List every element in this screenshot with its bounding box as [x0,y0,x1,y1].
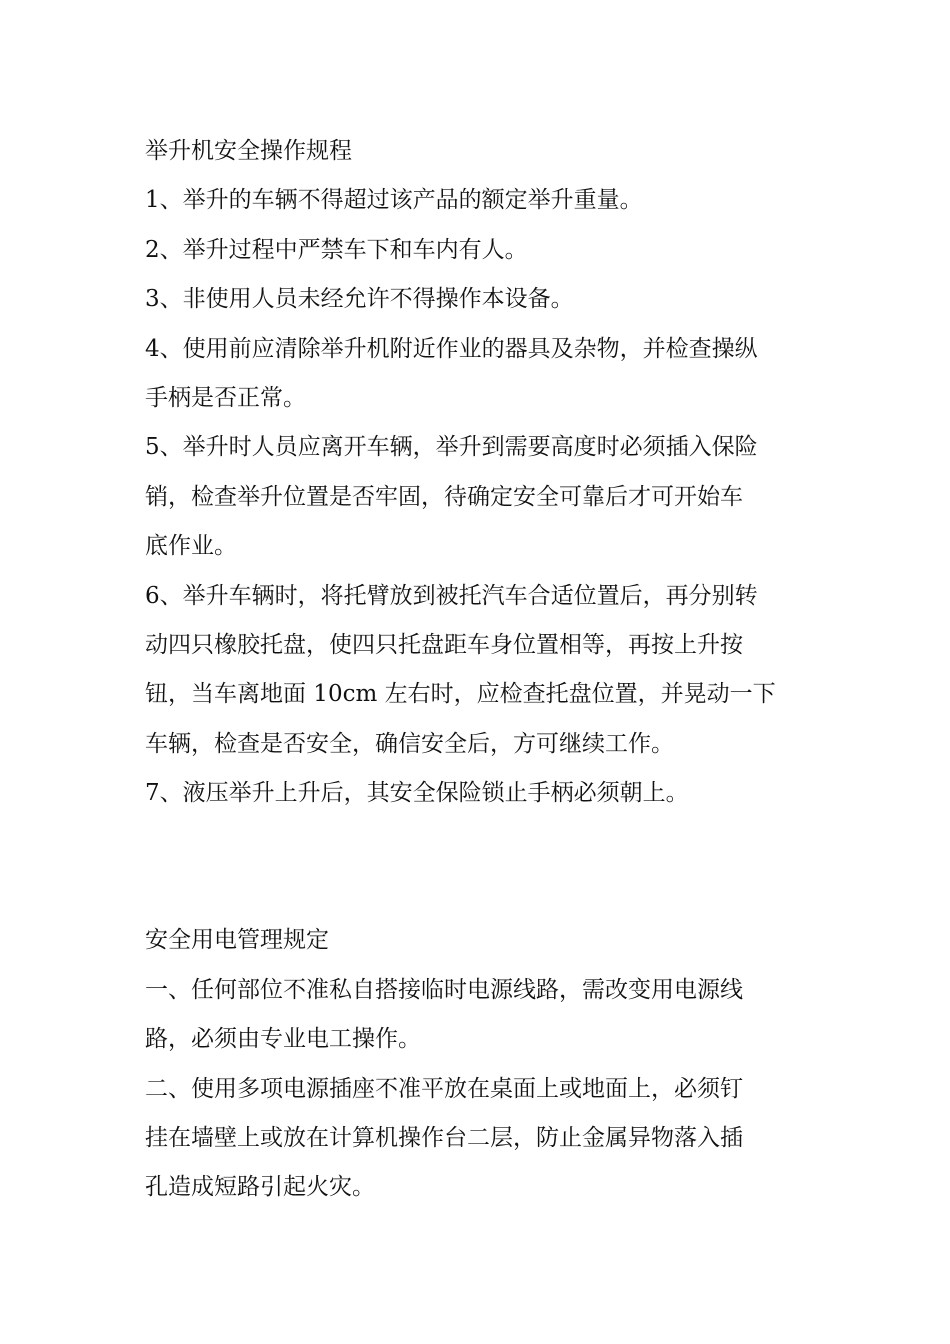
paragraph-line: 动四只橡胶托盘，使四只托盘距车身位置相等，再按上升按 [145,631,743,658]
document-page [145,127,810,1213]
paragraph-2 [145,1065,810,1213]
paragraph-line: 6、举升车辆时，将托臂放到被托汽车合适位置后，再分别转 [145,582,758,609]
paragraph-4 [145,325,810,424]
paragraph-line: 钮，当车离地面 10cm 左右时，应检查托盘位置，并晃动一下 [145,681,776,708]
section-title: 安全用电管理规定 [145,927,329,954]
paragraph-2 [145,226,810,275]
paragraph-3 [145,275,810,324]
paragraph-7 [145,769,810,818]
section-title: 举升机安全操作规程 [145,138,352,164]
paragraph-line: 4、使用前应清除举升机附近作业的器具及杂物，并检查操纵 [145,335,758,362]
paragraph-line: 挂在墙壁上或放在计算机操作台二层，防止金属异物落入插 [145,1125,743,1152]
section-electrical-safety [145,916,810,1212]
paragraph-line: 7、液压举升上升后，其安全保险锁止手柄必须朝上。 [145,780,689,807]
paragraph-line: 手柄是否正常。 [145,384,306,411]
paragraph-5 [145,423,810,571]
paragraph-line: 底作业。 [145,533,237,560]
section-lift-safety [145,127,810,818]
paragraph-line: 车辆，检查是否安全，确信安全后，方可继续工作。 [145,730,674,757]
paragraph-1 [145,176,810,225]
paragraph-line: 二、使用多项电源插座不准平放在桌面上或地面上，必须钉 [145,1075,743,1102]
paragraph-line: 1、举升的车辆不得超过该产品的额定举升重量。 [145,187,643,214]
paragraph-line: 孔造成短路引起火灾。 [145,1174,375,1201]
paragraph-line: 销，检查举升位置是否牢固，待确定安全可靠后才可开始车 [145,483,743,510]
paragraph-line: 5、举升时人员应离开车辆，举升到需要高度时必须插入保险 [145,434,758,461]
paragraph-6 [145,572,810,770]
paragraph-line: 一、任何部位不准私自搭接临时电源线路，需改变用电源线 [145,976,743,1003]
paragraph-line: 路，必须由专业电工操作。 [145,1026,421,1053]
paragraph-line: 3、非使用人员未经允许不得操作本设备。 [145,286,574,313]
paragraph-1 [145,966,810,1065]
paragraph-line: 2、举升过程中严禁车下和车内有人。 [145,236,528,263]
